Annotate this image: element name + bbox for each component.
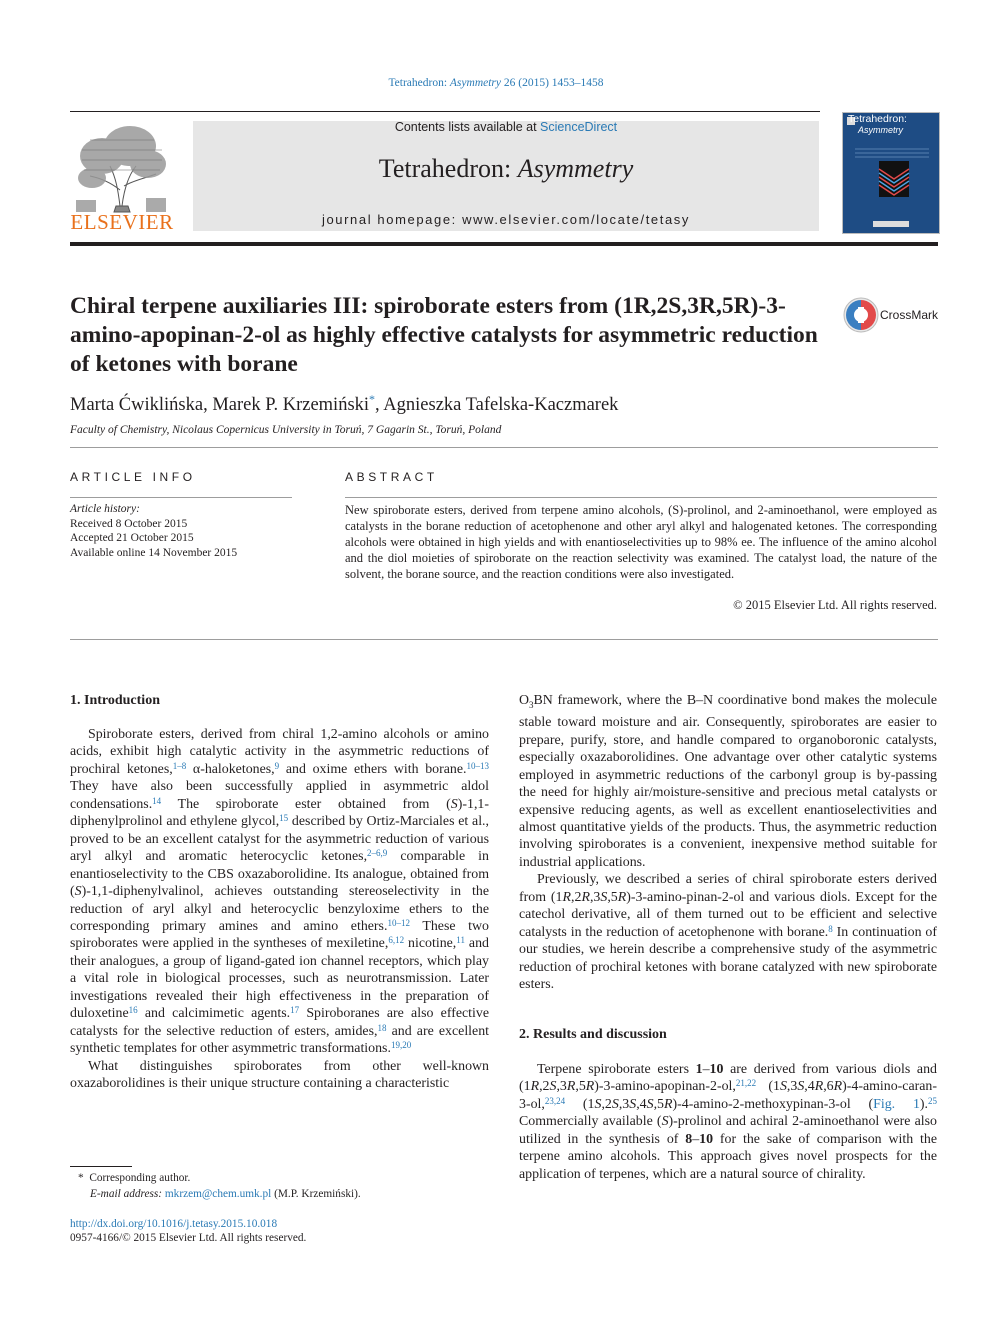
abstract-rule <box>345 497 937 498</box>
citation-journal: Tetrahedron: <box>388 77 450 89</box>
affiliation: Faculty of Chemistry, Nicolaus Copernicus University in Toruń, 7 Gagarin St., Toruń, Poland <box>70 424 502 436</box>
footnote-mark: * <box>78 1172 84 1184</box>
intro-paragraph-2-cont: $O_3BN$ framework, where the B–N coordinative bond makes the molecule stable toward moisture and air. Consequently, spiroborates are easier to prepare, purify, store, and handle compared to organoboronic catalysts, especially oxazaborolidines. One advantage over other catalytic systems employed in asymmetric reductions of the carbonyl group is by-passing the need for highly air/moisture-sensitive and precious metal catalysts or expensive reducing agents, as well as excellent enantioselectivities and almost quantitative yields of the products. Thus, the asymmetric reduction involving spiroborates is a convenient, inexpensive method suitable for industrial applications. <box>519 693 937 870</box>
figure-1-link[interactable]: Fig. 1 <box>873 1096 920 1112</box>
intro-paragraph-3: Previously, we described a series of chiral spiroborate esters derived from (1R,2R,3S,5R)-3-amino-pinan-2-ol and various diols. Except for the catechol derivative, all of them turned out to be efficient and selective catalysts in the reduction of acetophenone with borane.$^8$ In continuation of our studies, we herein describe a comprehensive study of the asymmetric reduction of prochiral ketones with borane catalyzed with new spiroborate esters. <box>519 872 938 993</box>
journal-name-italic: Asymmetry <box>517 154 634 183</box>
cover-title <box>848 114 936 136</box>
article-title: Chiral terpene auxiliaries III: spiroborate esters from (1R,2S,3R,5R)-3-amino-apopinan-2-ol as highly effective catalysts for asymmetric reduction of ketones with borane <box>70 293 818 377</box>
citation-volume-pages: 26 (2015) 1453–1458 <box>501 77 604 89</box>
cover-title-sub: Asymmetry <box>858 125 903 135</box>
issn-line: 0957-4166/© 2015 Elsevier Ltd. All rights reserved. <box>70 1232 307 1244</box>
elsevier-wordmark: ELSEVIER <box>70 210 174 234</box>
journal-homepage[interactable]: journal homepage: www.elsevier.com/locate/tetasy <box>321 212 690 227</box>
article-info-rule <box>70 497 292 498</box>
author-3[interactable]: Agnieszka Tafelska-Kaczmarek <box>383 395 619 416</box>
intro-column <box>70 726 489 1093</box>
intro-column-continued <box>519 692 937 993</box>
header-rule <box>70 111 820 112</box>
contents-line <box>193 120 819 134</box>
journal-citation[interactable] <box>0 77 992 89</box>
email-label: E-mail address: <box>90 1188 163 1200</box>
article-info-label: ARTICLE INFO <box>70 470 196 484</box>
author-1[interactable]: Marta Ćwiklińska <box>70 395 204 416</box>
crossmark-label: CrossMark <box>880 308 939 322</box>
journal-name-plain: Tetrahedron: <box>378 154 518 183</box>
intro-heading: 1. Introduction <box>70 693 160 708</box>
email-footnote <box>90 1186 510 1202</box>
section-divider <box>70 447 938 448</box>
footnote-rule <box>70 1166 132 1167</box>
abstract-label: ABSTRACT <box>345 470 438 484</box>
online-date: Available online 14 November 2015 <box>70 546 238 559</box>
author-list: Marta Ćwiklińska, Marek P. Krzemiński*, Agnieszka Tafelska-Kaczmarek <box>70 392 619 416</box>
journal-name <box>193 154 819 184</box>
masthead-rule <box>70 242 938 246</box>
accepted-date: Accepted 21 October 2015 <box>70 532 194 544</box>
history-label: Article history: <box>70 503 140 515</box>
doi-link[interactable]: http://dx.doi.org/10.1016/j.tetasy.2015.10.018 <box>70 1218 278 1230</box>
abstract-copyright: © 2015 Elsevier Ltd. All rights reserved. <box>733 598 937 612</box>
email-link[interactable]: mkrzem@chem.umk.pl <box>164 1188 272 1200</box>
corresponding-author-text: Corresponding author. <box>89 1172 191 1184</box>
received-date: Received 8 October 2015 <box>70 517 188 530</box>
email-owner: (M.P. Krzemiński). <box>274 1188 361 1200</box>
intro-paragraph-2: What distinguishes spiroborates from other well-known oxazaborolidines is their unique structure containing a characteristic <box>70 1058 489 1092</box>
abstract-text: New spiroborate esters, derived from terpene amino alcohols, (S)-prolinol, and 2-aminoethanol, were employed as catalysts in the borane reduction of acetophenone and other aryl alkyl and halogenated ketones. The corresponding alcohols were obtained in high yields and with enantioselectivities up to 98% ee. The influence of the amino alcohol and the diol moieties of spiroborate on the reaction selectivity was examined. The catalyst load, the nature of the solvent, the borane source, and the reaction conditions were also investigated. <box>345 503 937 582</box>
corresponding-footnote <box>78 1170 498 1186</box>
article-history <box>70 502 300 560</box>
results-heading: 2. Results and discussion <box>519 1027 667 1042</box>
results-paragraph-1: Terpene spiroborate esters 1–10 are derived from various diols and (1R,2S,3R,5R)-3-amino-apopinan-2-ol,$^{21,22}$ (1S,3S,4R,6R)-4-amino-caran-3-ol,$^{23,24}$ (1S,2S,3S,4S,5R)-4-amino-2-methoxypinan-3-ol (Fig. 1).$^{25}$ Commercially available (S)-prolinol and achiral 2-aminoethanol were also utilized in the synthesis of 8–10 for the sake of comparison with the terpene amino alcohols. This approach gives novel prospects for the application of terpenes, which are a natural source of chirality. <box>519 1062 938 1182</box>
corresponding-author-mark[interactable]: * <box>369 392 376 406</box>
cover-title-main: Tetrahedron: <box>848 113 907 125</box>
contents-prefix: Contents lists available at <box>394 120 541 134</box>
author-2[interactable]: Marek P. Krzemiński <box>212 395 370 416</box>
sciencedirect-link[interactable]: ScienceDirect <box>540 120 618 134</box>
results-column <box>519 1061 937 1183</box>
intro-paragraph-1: Spiroborate esters, derived from chiral 1,2-amino alcohols or amino acids, exhibit high catalytic activity in the asymmetric reductions of prochiral ketones,$^{1-8}$ α-haloketones,$^9$ and oxime ethers with borane.$^{10-13}$ They have also been successfully applied in asymmetric aldol condensations.$^{14}$ The spiroborate ester obtained from (S)-1,1-diphenylprolinol and ethylene glycol,$^{15}$ described by Ortiz-Marciales et al., proved to be an excellent catalyst for the asymmetric reduction of various aryl alkyl and aromatic heterocyclic ketones,$^{2-6,9}$ comparable in enantioselectivity to the CBS oxazaborolidine. Its analogue, obtained from (S)-1,1-diphenylvalinol, achieves outstanding stereoselectivity in the reduction of aryl alkyl and heterocyclic benzyloxime ethers to the corresponding primary amines and amino ethers.$^{10-12}$ These two spiroborates were applied in the syntheses of mexiletine,$^{6,12}$ nicotine,$^{11}$ and their analogues, a group of ligand-gated ion channel receptors, which play a vital role in biological processes, such as neurotransmission. Later investigations revealed their high effectiveness in the preparation of duloxetine$^{16}$ and calcimimetic agents.$^{17}$ Spiroboranes are also effective catalysts for the selective reduction of esters, amides,$^{18}$ and are excellent synthetic templates for other asymmetric transformations.$^{19,20}$ <box>70 727 490 1057</box>
citation-journal-italic: Asymmetry <box>449 77 501 89</box>
body-divider <box>70 639 938 640</box>
